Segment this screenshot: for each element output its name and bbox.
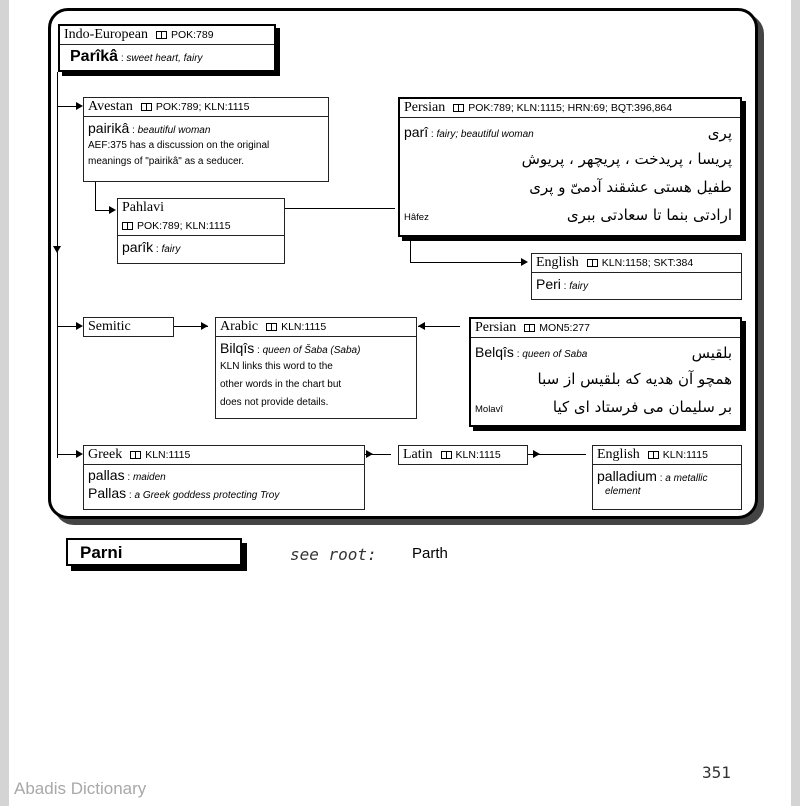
- reference: KLN:1115: [266, 321, 326, 333]
- poem-line: ارادتی بنما تا سعادتی ببری: [566, 206, 732, 224]
- reference: KLN:1158; SKT:384: [587, 257, 693, 269]
- poem-line: طفیل هستی عشقند آدمیّ و پری: [529, 178, 732, 196]
- connector: [285, 208, 395, 209]
- word: palladium: [597, 468, 657, 484]
- gloss: beautiful woman: [137, 125, 211, 136]
- book-icon: [266, 323, 277, 331]
- arrow-right-icon: [76, 102, 83, 110]
- word: Belqîs: [475, 344, 514, 360]
- book-icon: [453, 104, 464, 112]
- note-line: AEF:375 has a discussion on the original: [88, 140, 270, 151]
- english-header: [593, 446, 741, 465]
- greek-body: pallas : maiden Pallas : a Greek goddess protecting Troy: [88, 467, 280, 501]
- gloss: fairy: [569, 281, 589, 292]
- english-box: [531, 253, 742, 300]
- arrow-right-icon: [76, 450, 83, 458]
- arrow-left-icon: [418, 322, 425, 330]
- book-icon: [122, 222, 133, 230]
- persian-word: پری: [707, 124, 732, 142]
- arrow-right-icon: [201, 322, 208, 330]
- word: pairikâ: [88, 120, 130, 136]
- language-label: English: [597, 447, 640, 462]
- english-body: palladium : a metallic element: [593, 465, 741, 500]
- word: Peri: [536, 276, 561, 292]
- gloss: fairy: [161, 244, 181, 255]
- word: parî: [404, 124, 429, 140]
- word: Bilqîs: [220, 340, 255, 356]
- gloss: a Greek goddess protecting Troy: [134, 490, 280, 501]
- gloss: a metallic: [665, 473, 708, 484]
- arrow-right-icon: [76, 322, 83, 330]
- persian-header: [471, 319, 740, 338]
- book-icon: [587, 259, 598, 267]
- persian-body: parî : fairy; beautiful woman پری پریسا ، پریدخت ، پریچهر ، پریوش طفیل هستی عشقند آدمیّ و پری ارادتی بنما تا سعادتی ببری Hâfez: [404, 124, 732, 224]
- connector: [57, 454, 77, 455]
- arabic-body: Bilqîs : queen of Šaba (Saba) KLN links this word to the other words in the chart but does not provide details.: [216, 337, 416, 415]
- language-label: Persian: [404, 100, 446, 115]
- connector: [410, 238, 411, 262]
- next-entry-title: Parni: [66, 538, 242, 566]
- word: parîk: [122, 239, 154, 255]
- persian-body: Belqîs : queen of Saba بلقیس همچو آن هدیه که بلقیس از سبا بر سلیمان می فرستاد ای کیا Molavî: [475, 344, 732, 416]
- gloss: queen of Saba: [522, 349, 588, 360]
- poem-line: بر سلیمان می فرستاد ای کیا: [552, 398, 732, 416]
- brand-watermark: Abadis Dictionary: [14, 779, 147, 798]
- english-header: [532, 254, 741, 273]
- poet-name: Molavî: [475, 404, 503, 415]
- reference: POK:789; KLN:1115; HRN:69; BQT:396,864: [453, 102, 672, 114]
- gloss: fairy; beautiful woman: [436, 129, 534, 140]
- pahlavi-box: [117, 198, 285, 264]
- book-icon: [441, 451, 452, 459]
- semitic-header: [84, 318, 173, 336]
- book-icon: [130, 451, 141, 459]
- book-icon: [141, 103, 152, 111]
- greek-header: [84, 446, 364, 465]
- gloss: sweet heart, fairy: [126, 53, 203, 64]
- language-label: Avestan: [88, 99, 133, 114]
- avestan-body: pairikâ : beautiful woman AEF:375 has a discussion on the original meanings of "pairikâ" as a seducer.: [84, 117, 328, 173]
- reference: KLN:1115: [441, 449, 501, 461]
- book-icon: [156, 31, 167, 39]
- reference: POK:789; KLN:1115: [118, 217, 284, 236]
- reference: POK:789: [156, 29, 214, 41]
- persian-box: [398, 97, 742, 237]
- gloss: element: [605, 486, 641, 497]
- arrow-right-icon: [109, 206, 116, 214]
- right-margin-bar: [791, 0, 800, 806]
- persian-word: بلقیس: [691, 344, 732, 362]
- pahlavi-body: parîk : fairy: [122, 239, 181, 255]
- reference: KLN:1115: [648, 449, 708, 461]
- connector: [410, 262, 522, 263]
- gloss: queen of Šaba (Saba): [262, 345, 361, 356]
- language-label: Indo-European: [64, 27, 148, 42]
- word: pallas: [88, 467, 125, 483]
- pahlavi-header: [118, 199, 284, 217]
- avestan-box: [83, 97, 329, 182]
- note-line: meanings of "pairikâ" as a seducer.: [88, 156, 245, 167]
- reference: KLN:1115: [130, 449, 190, 461]
- root-header: [60, 26, 274, 45]
- connector: [57, 106, 77, 107]
- see-root-link[interactable]: Parth: [412, 545, 448, 562]
- semitic-box: [83, 317, 174, 337]
- note-line: other words in the chart but: [220, 379, 342, 390]
- language-label: Semitic: [88, 319, 131, 334]
- arabic-header: [216, 318, 416, 337]
- poem-line: همچو آن هدیه که بلقیس از سبا: [537, 370, 732, 388]
- connector: [57, 326, 77, 327]
- persian-names-line: پریسا ، پریدخت ، پریچهر ، پریوش: [521, 150, 732, 168]
- gloss: maiden: [132, 472, 166, 483]
- persian-box: [469, 317, 742, 427]
- word: Pallas: [88, 485, 127, 501]
- page-number: 351: [702, 763, 731, 782]
- avestan-header: [84, 98, 328, 117]
- english-body: Peri : fairy: [536, 276, 589, 292]
- greek-box: [83, 445, 365, 510]
- language-label: Arabic: [220, 319, 259, 334]
- arabic-box: [215, 317, 417, 419]
- arrow-right-icon: [533, 450, 540, 458]
- persian-header: [400, 99, 740, 118]
- book-icon: [648, 451, 659, 459]
- note-line: KLN links this word to the: [220, 361, 333, 372]
- latin-box: [398, 445, 528, 465]
- note-line: does not provide details.: [220, 397, 329, 408]
- connector: [95, 210, 109, 211]
- language-label: Latin: [403, 447, 433, 462]
- language-label: Pahlavi: [122, 200, 164, 215]
- language-label: Greek: [88, 447, 123, 462]
- see-root-label: see root:: [290, 545, 377, 564]
- trunk-line: [57, 72, 58, 458]
- arrow-down-icon: [53, 246, 61, 253]
- language-label: English: [536, 255, 579, 270]
- root-word: Parîkâ: [70, 48, 119, 65]
- language-label: Persian: [475, 320, 517, 335]
- poet-name: Hâfez: [404, 212, 429, 223]
- reference: MON5:277: [524, 322, 590, 334]
- root-box: [58, 24, 276, 72]
- root-body: Parîkâ : sweet heart, fairy: [70, 48, 203, 65]
- arrow-right-icon: [521, 258, 528, 266]
- reference: POK:789; KLN:1115: [141, 101, 250, 113]
- latin-header: [399, 446, 527, 464]
- connector: [95, 182, 96, 210]
- arrow-right-icon: [366, 450, 373, 458]
- english-box: [592, 445, 742, 510]
- left-margin-bar: [0, 0, 9, 806]
- book-icon: [524, 324, 535, 332]
